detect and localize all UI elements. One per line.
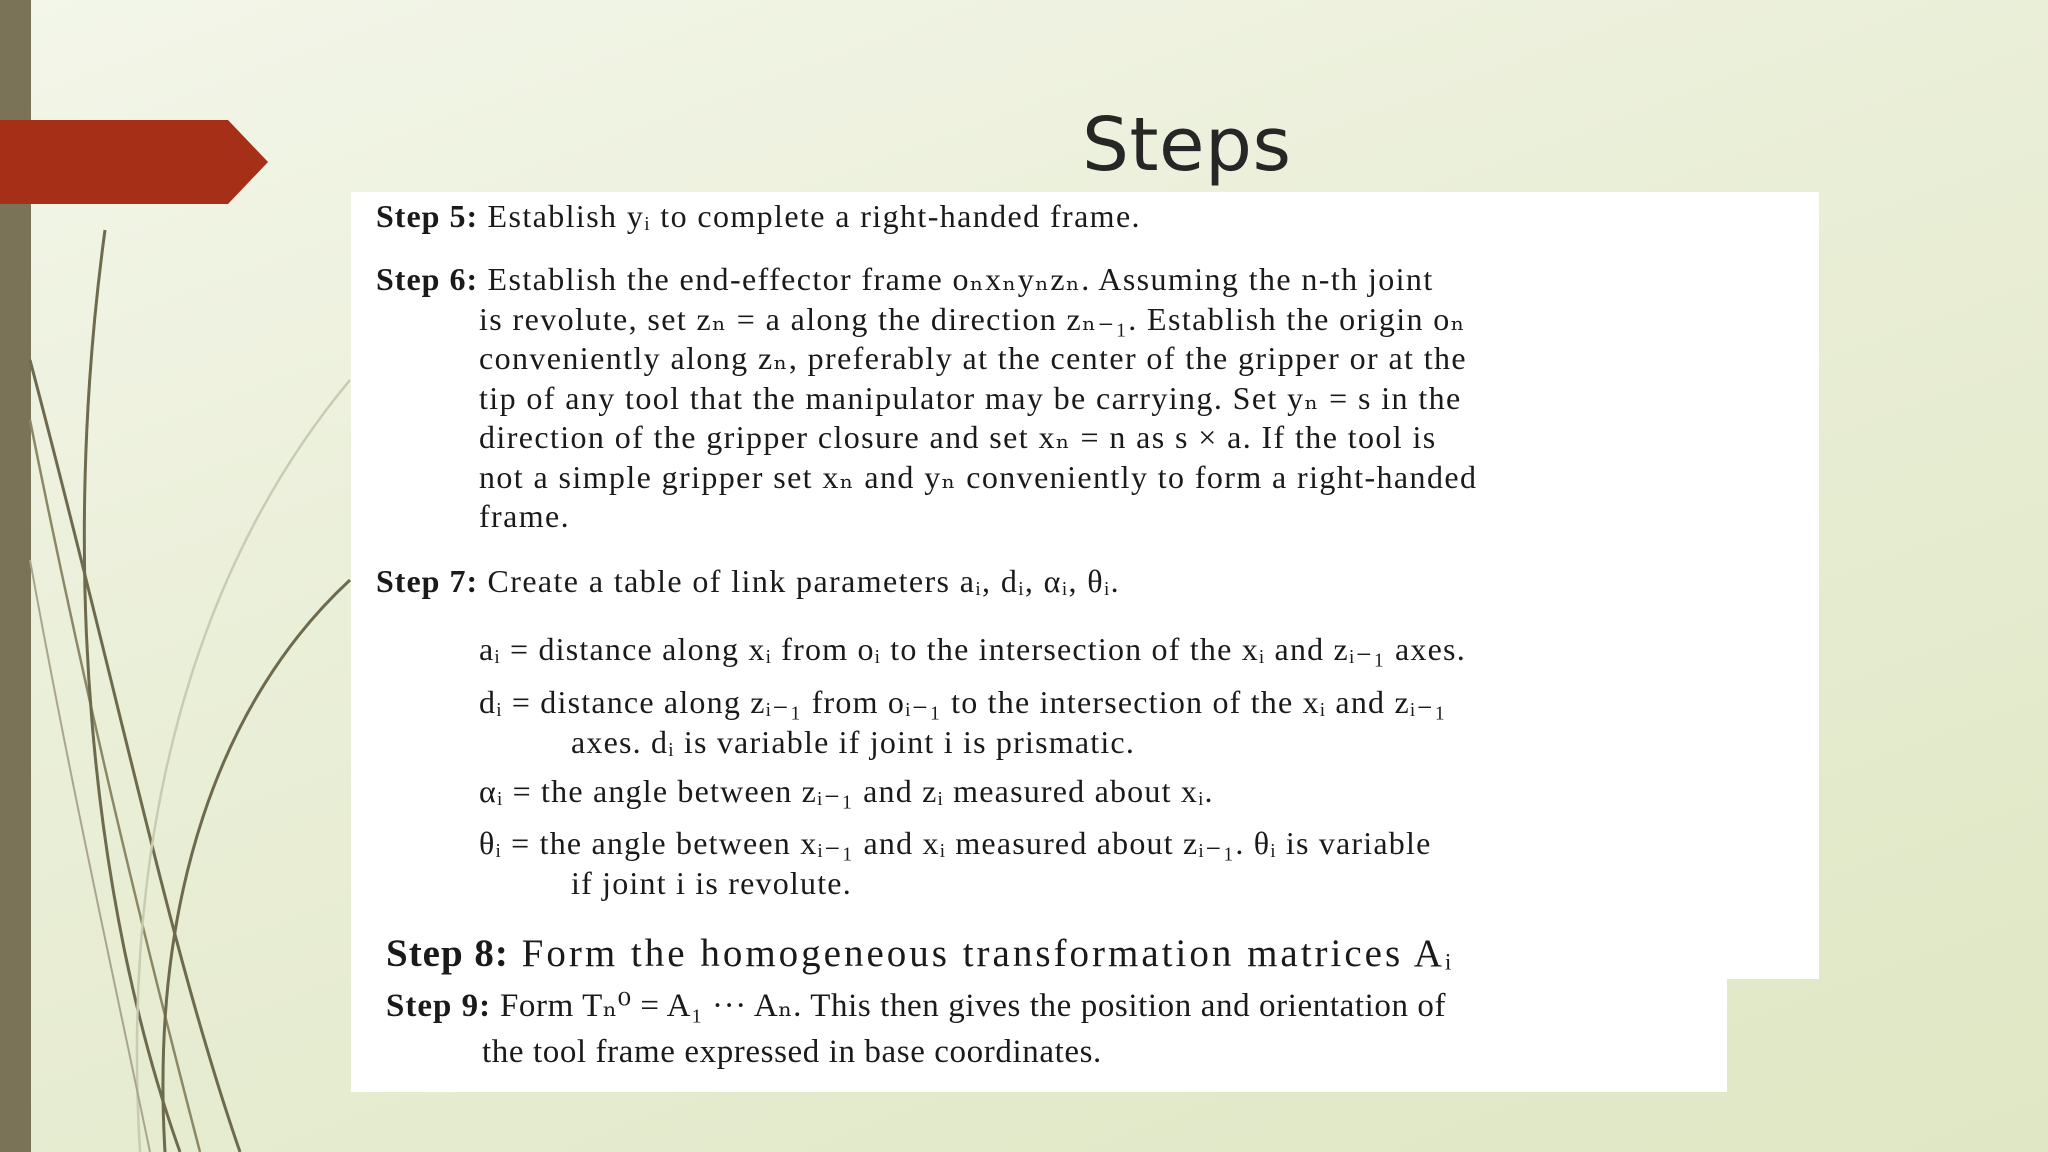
step-5 — [376, 197, 1141, 237]
step-5-text: Establish yᵢ to complete a right-handed frame. — [487, 198, 1141, 234]
step-6-line: conveniently along zₙ, preferably at the center of the gripper or at the — [479, 340, 1468, 376]
title-arrow-marker — [0, 120, 268, 204]
step-7 — [376, 562, 1120, 602]
step-6-line: Establish the end-effector frame oₙxₙyₙzₙ. Assuming the n-th joint — [487, 261, 1434, 297]
step-7-text: Create a table of link parameters aᵢ, dᵢ, αᵢ, θᵢ. — [487, 563, 1121, 599]
step-7-label: Step 7: — [376, 563, 479, 599]
step-9-line: Form Tₙ⁰ = A₁ ··· Aₙ. This then gives the position and orientation of — [499, 988, 1447, 1024]
step-6-line: tip of any tool that the manipulator may be carrying. Set yₙ = s in the — [479, 379, 1462, 416]
param-theta — [479, 824, 1431, 903]
param-alpha-line: αᵢ = the angle between zᵢ₋₁ and zᵢ measured about xᵢ. — [479, 773, 1214, 809]
step-8 — [386, 934, 1454, 974]
slide-title: Steps — [1082, 102, 1292, 188]
algorithm-steps-image — [351, 192, 1819, 979]
param-d-line: axes. dᵢ is variable if joint i is prismatic. — [571, 723, 1136, 760]
step-6 — [376, 260, 1816, 537]
step-9-label: Step 9: — [386, 988, 492, 1024]
step-5-label: Step 5: — [376, 198, 479, 234]
step-8-label: Step 8: — [386, 932, 509, 975]
step-9-image — [351, 979, 1727, 1092]
step-8-text: Form the homogeneous transformation matrices Aᵢ — [521, 932, 1455, 975]
param-a — [479, 630, 1466, 670]
param-d-line: dᵢ = distance along zᵢ₋₁ from oᵢ₋₁ to the intersection of the xᵢ and zᵢ₋₁ — [479, 684, 1447, 720]
step-6-label: Step 6: — [376, 261, 479, 297]
param-a-line: aᵢ = distance along xᵢ from oᵢ to the intersection of the xᵢ and zᵢ₋₁ axes. — [479, 631, 1466, 667]
step-9 — [386, 983, 1446, 1075]
step-9-line: the tool frame expressed in base coordinates. — [482, 1034, 1102, 1070]
param-theta-line: θᵢ = the angle between xᵢ₋₁ and xᵢ measured about zᵢ₋₁. θᵢ is variable — [479, 825, 1432, 861]
step-6-line: frame. — [479, 498, 571, 534]
step-6-line: is revolute, set zₙ = a along the direction zₙ₋₁. Establish the origin oₙ — [479, 300, 1466, 337]
step-6-line: not a simple gripper set xₙ and yₙ conveniently to form a right-handed — [479, 458, 1478, 495]
param-theta-line: if joint i is revolute. — [571, 864, 852, 901]
param-d — [479, 683, 1447, 762]
step-6-line: direction of the gripper closure and set xₙ = n as s × a. If the tool is — [479, 419, 1437, 455]
param-alpha — [479, 772, 1214, 812]
